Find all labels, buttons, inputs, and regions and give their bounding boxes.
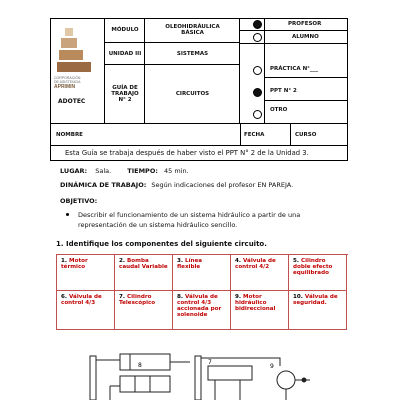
component-cell (115, 291, 173, 330)
component-cell (57, 291, 115, 330)
unidad-value: SISTEMAS (145, 43, 240, 65)
component-answer: Cilindro doble efecto equilibrado (293, 258, 333, 276)
nombre-row (50, 123, 348, 146)
aprimin-logo (57, 26, 97, 74)
component-cell (289, 291, 347, 330)
lugar-label: LUGAR: (60, 167, 88, 175)
component-cell (289, 255, 347, 291)
component-number: 6. (61, 294, 68, 300)
section-title: 1. Identifique los componentes del siguiente circuito. (56, 240, 267, 248)
component-number: 2. (119, 258, 126, 264)
guia-label: GUÍA DE TRABAJO N° 2 (111, 85, 139, 103)
objetivo-bullet (66, 213, 69, 216)
component-cell (115, 255, 173, 291)
component-answer: Válvula de control 4/3 accionada por solenoide (177, 294, 222, 318)
component-cell (231, 255, 289, 291)
modulo-value: OLEOHIDRÁULICA BÁSICA (145, 18, 240, 43)
logo-cell (50, 18, 105, 123)
component-answer: Cilindro Telescópico (119, 294, 156, 306)
unidad-label: UNIDAD III (105, 43, 145, 65)
logo-brand: APRIMIN (54, 84, 76, 90)
component-number: 8. (177, 294, 184, 300)
component-number: 7. (119, 294, 126, 300)
component-answer: Motor térmico (61, 258, 88, 270)
hydraulic-circuit-diagram (80, 346, 320, 400)
curso-label: CURSO (295, 132, 317, 138)
option-alumno-label: ALUMNO (292, 34, 319, 40)
diagram-label-9: 9 (270, 363, 274, 370)
component-number: 3. (177, 258, 184, 264)
fecha-label: FECHA (244, 132, 265, 138)
component-cell (57, 255, 115, 291)
component-answer: Bomba caudal Variable (119, 258, 168, 270)
option-profesor-label: PROFESOR (288, 21, 322, 27)
components-table (56, 254, 348, 330)
dinamica-label: DINÁMICA DE TRABAJO: (60, 181, 147, 189)
org-name: ADOTEC (58, 98, 86, 105)
option-otro-label: OTRO (270, 107, 288, 113)
component-number: 5. (293, 258, 300, 264)
option-practica-radio[interactable] (253, 66, 262, 75)
tiempo-label: TIEMPO: (127, 167, 158, 175)
note-box (50, 146, 348, 161)
component-answer: Válvula de control 4/2 (235, 258, 276, 270)
option-profesor-radio[interactable] (253, 20, 262, 29)
tiempo-value: 45 min. (164, 167, 189, 175)
modulo-label: MÓDULO (105, 18, 145, 43)
option-practica-label: PRÁCTICA N°___ (270, 66, 319, 72)
diagram-label-8: 8 (138, 362, 142, 369)
dinamica-value: Según indicaciones del profesor EN PAREJA. (151, 181, 294, 189)
component-cell (173, 255, 231, 291)
component-cell (173, 291, 231, 330)
guia-value: CIRCUITOS (175, 91, 210, 97)
component-number: 9. (235, 294, 242, 300)
objetivo-text: Describir el funcionamiento de un sistema hidráulico a partir de una representación de un sistema hidráulico sencillo. (78, 211, 301, 229)
note-text: Esta Guía se trabaja después de haber visto el PPT N° 2 de la Unidad 3. (65, 149, 309, 157)
option-ppt-label: PPT N° 2 (270, 88, 297, 94)
option-alumno-radio[interactable] (253, 33, 262, 42)
component-answer: Válvula de control 4/3 (61, 294, 102, 306)
component-number: 4. (235, 258, 242, 264)
component-answer: Válvula de seguridad. (293, 294, 338, 306)
logo-text-1: CORPORACIÓN (54, 76, 81, 80)
component-number: 10. (293, 294, 303, 300)
component-answer: Motor hidráulico bidireccional (235, 294, 276, 312)
component-cell (231, 291, 289, 330)
component-answer: Línea flexible (177, 258, 203, 270)
lugar-value: Sala. (95, 167, 112, 175)
nombre-label: NOMBRE (56, 132, 83, 138)
logo-text-2: DE ASISTENCIA (54, 80, 81, 84)
option-ppt-radio[interactable] (253, 88, 262, 97)
option-otro-radio[interactable] (253, 110, 262, 119)
component-number: 1. (61, 258, 68, 264)
diagram-label-7: 7 (208, 359, 212, 366)
objetivo-label: OBJETIVO: (60, 197, 98, 205)
